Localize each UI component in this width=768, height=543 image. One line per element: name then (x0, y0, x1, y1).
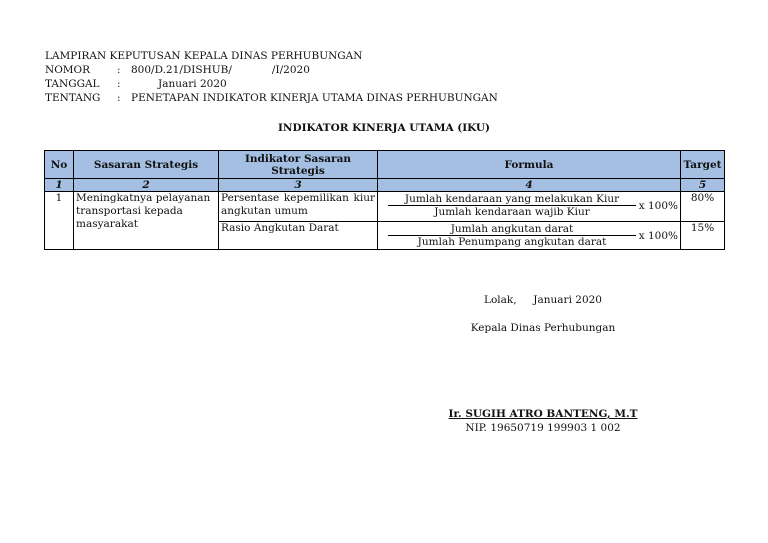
col-number-4: 4 (378, 179, 681, 192)
signature-nip: NIP. 19650719 199903 1 002 (465, 422, 621, 434)
formula-numerator-1: Jumlah kendaraan yang melakukan Kiur (388, 193, 636, 206)
col-number-1: 1 (45, 179, 74, 192)
table-number-row (45, 179, 725, 192)
tanggal-label: TANGGAL (45, 78, 100, 90)
col-header-no: No (45, 151, 74, 179)
nomor-colon: : (117, 64, 121, 76)
formula-denominator-2: Jumlah Penumpang angkutan darat (417, 236, 607, 248)
col-header-indikator: Indikator Sasaran Strategis (219, 151, 378, 179)
signature-name: Ir. SUGIH ATRO BANTENG, M.T (448, 408, 638, 420)
tanggal-value: Januari 2020 (158, 78, 227, 90)
iku-table (44, 150, 725, 250)
formula-multiplier-1: x 100% (638, 200, 678, 212)
indikator-cell-2: Rasio Angkutan Darat (219, 222, 378, 250)
formula-denominator-1: Jumlah kendaraan wajib Kiur (434, 206, 590, 218)
col-header-sasaran: Sasaran Strategis (74, 151, 219, 179)
signature-position: Kepala Dinas Perhubungan (470, 322, 616, 334)
tentang-label: TENTANG (45, 92, 101, 104)
table-row (45, 192, 725, 222)
nomor-label: NOMOR (45, 64, 91, 76)
col-header-target: Target (681, 151, 725, 179)
col-number-2: 2 (74, 179, 219, 192)
tentang-value: PENETAPAN INDIKATOR KINERJA UTAMA DINAS PERHUBUNGAN (131, 92, 498, 104)
signature-place-date: Lolak, Januari 2020 (484, 294, 602, 306)
table-header-row (45, 151, 725, 179)
formula-cell-1 (378, 192, 681, 222)
formula-multiplier-2: x 100% (638, 230, 678, 242)
tentang-colon: : (117, 92, 121, 104)
formula-cell-2 (378, 222, 681, 250)
formula-fraction-1 (388, 193, 636, 219)
target-cell-2: 15% (681, 222, 725, 250)
target-cell-1: 80% (681, 192, 725, 222)
sasaran-cell: Meningkatnya pelayanan transportasi kepada masyarakat (74, 192, 219, 250)
tanggal-colon: : (117, 78, 121, 90)
page-title: INDIKATOR KINERJA UTAMA (IKU) (278, 122, 490, 134)
formula-numerator-2: Jumlah angkutan darat (388, 223, 636, 236)
col-header-formula: Formula (378, 151, 681, 179)
formula-fraction-2 (388, 223, 636, 249)
col-number-5: 5 (681, 179, 725, 192)
row-no: 1 (45, 192, 74, 250)
nomor-value: 800/D.21/DISHUB/ /I/2020 (131, 64, 310, 76)
header-line-lampiran: LAMPIRAN KEPUTUSAN KEPALA DINAS PERHUBUNGAN (45, 50, 363, 62)
indikator-cell-1: Persentase kepemilikan kiur angkutan umum (219, 192, 378, 222)
col-number-3: 3 (219, 179, 378, 192)
